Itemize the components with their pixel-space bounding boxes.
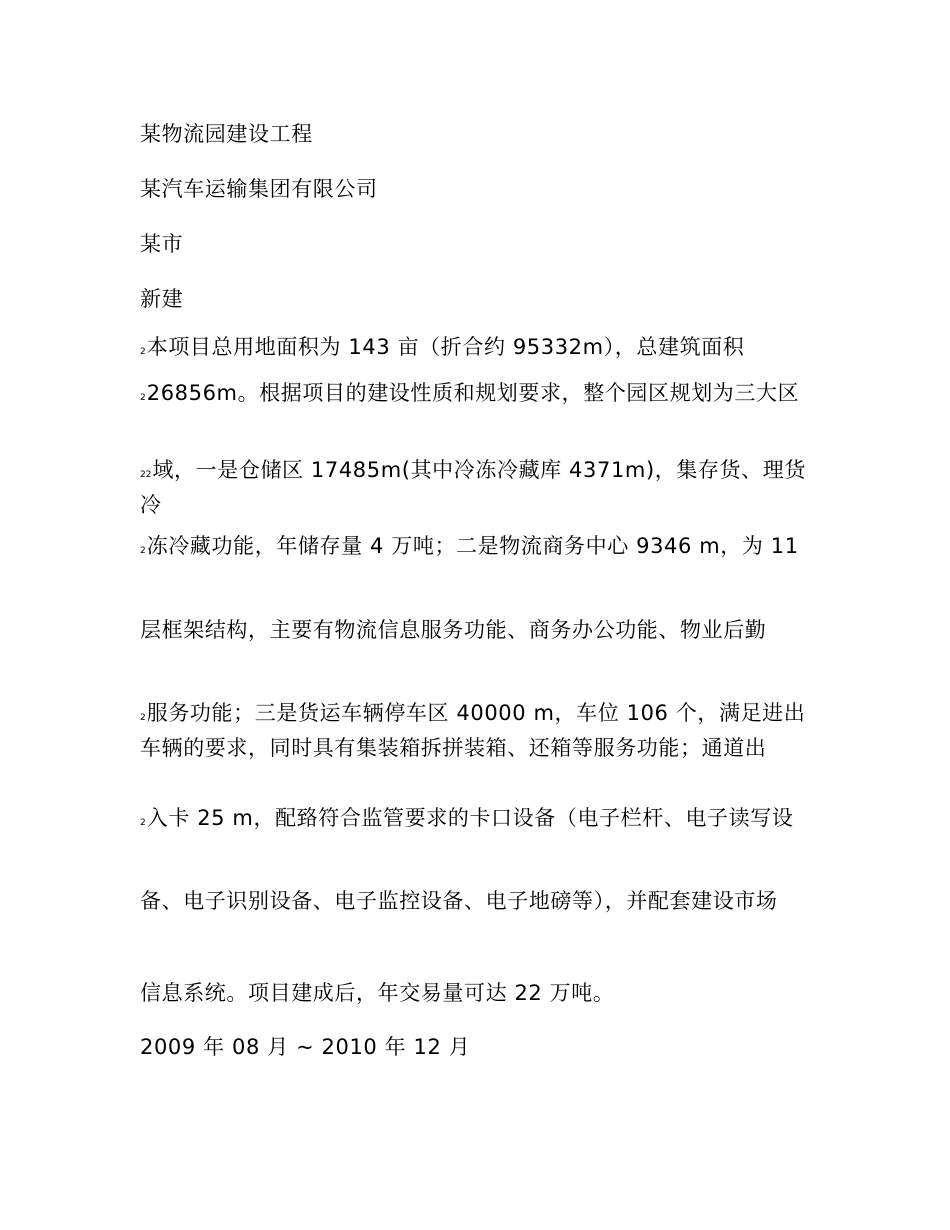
description-line-7 [140, 803, 820, 838]
construction-type: 新建 [140, 287, 184, 311]
description-line-8 [140, 886, 820, 916]
description-text: 本项目总用地面积为 143 亩（折合约 95332m），总建筑面积 [146, 335, 745, 359]
company-name: 某汽车运输集团有限公司 [140, 177, 378, 201]
description-text: 服务功能；三是货运车辆停车区 40000 m，车位 106 个，满足进出车辆的要求，同时具有集装箱拆拼装箱、还箱等服务功能；通道出 [140, 701, 806, 760]
description-line-9 [140, 978, 820, 1008]
superscript-mark: 2 [140, 347, 146, 357]
description-line-3 [140, 455, 820, 520]
superscript-mark: 2 [140, 713, 146, 723]
document-page [140, 0, 820, 1230]
description-text: 入卡 25 m，配臵符合监管要求的卡口设备（电子栏杆、电子读写设 [146, 806, 794, 830]
project-name: 某物流园建设工程 [140, 122, 313, 146]
description-text: 备、电子识别设备、电子监控设备、电子地磅等），并配套建设市场 [140, 889, 778, 913]
description-text: 26856m。根据项目的建设性质和规划要求，整个园区规划为三大区 [146, 381, 800, 405]
description-text: 层框架结构，主要有物流信息服务功能、商务办公功能、物业后勤 [140, 618, 767, 642]
description-line-1 [140, 332, 820, 367]
superscript-mark: 22 [140, 470, 152, 480]
description-text: 信息系统。项目建成后，年交易量可达 22 万吨。 [140, 981, 615, 1005]
superscript-mark: 2 [140, 818, 146, 828]
description-line-5 [140, 615, 820, 645]
superscript-mark: 2 [140, 393, 146, 403]
description-line-6 [140, 698, 820, 763]
description-text: 冻冷藏功能，年储存量 4 万吨；二是物流商务中心 9346 m，为 11 [146, 534, 799, 558]
superscript-mark: 2 [140, 546, 146, 556]
description-line-4 [140, 531, 820, 566]
description-text: 域，一是仓储区 17485m(其中冷冻冷藏库 4371m)，集存货、理货冷 [140, 458, 806, 517]
construction-period: 2009 年 08 月 ~ 2010 年 12 月 [140, 1035, 471, 1059]
description-line-2 [140, 378, 820, 413]
location: 某市 [140, 232, 184, 256]
